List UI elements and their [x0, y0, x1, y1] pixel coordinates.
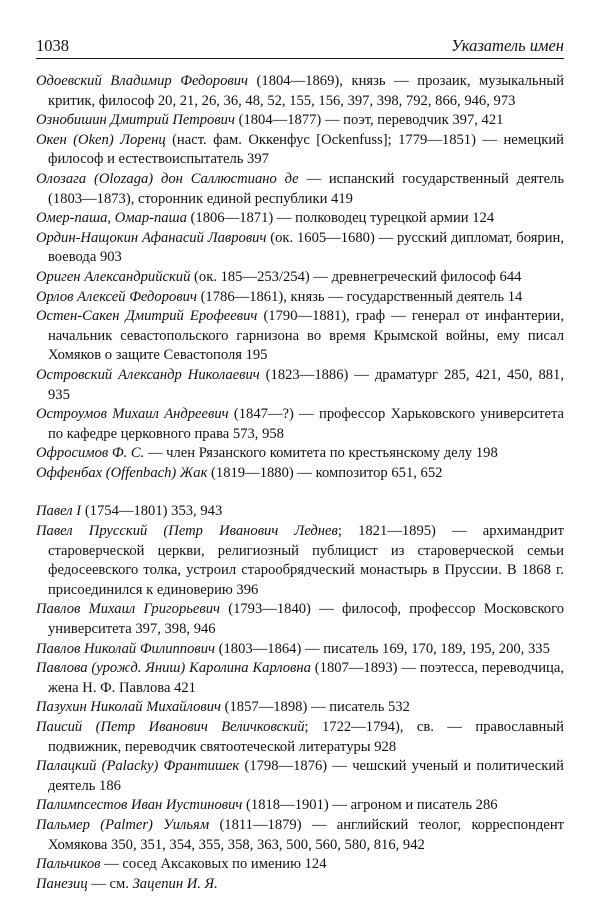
entry-name: Павлова (урожд. Яниш) Каролина Карловна	[36, 660, 311, 677]
index-entry	[36, 502, 564, 522]
entry-name: Остен-Сакен Дмитрий Ерофеевич	[36, 308, 258, 325]
entry-name: Островский Александр Николаевич	[36, 366, 260, 383]
index-entry	[36, 659, 564, 698]
index-entry	[36, 170, 564, 209]
index-entry	[36, 229, 564, 268]
entry-text: (1819—1880) — композитор 651, 652	[207, 464, 443, 481]
index-entry	[36, 72, 564, 111]
running-title: Указатель имен	[451, 36, 564, 55]
entry-text: — см.	[87, 875, 133, 892]
entry-name: Палимпсестов Иван Иустинович	[36, 797, 243, 814]
index-entry	[36, 366, 564, 405]
entry-name: Оффенбах (Offenbach) Жак	[36, 464, 208, 481]
page-number: 1038	[36, 36, 69, 55]
entry-text: (1804—1869), князь — прозаик, музыкальный критик, философ 20, 21, 26, 36, 48, 52, 155, 156, 397, 398, 792, 866, 946, 973	[48, 73, 564, 109]
entry-text: (1847—?) — профессор Харьковского университета по кафедре церковного права 573, 958	[48, 406, 564, 442]
entry-name: Ознобишин Дмитрий Петрович	[36, 112, 235, 129]
entry-text: (1806—1871) — полководец турецкой армии 124	[186, 210, 495, 227]
entry-name: Пальмер (Palmer) Уильям	[36, 816, 210, 833]
index-entry	[36, 718, 564, 757]
index-entry	[36, 268, 564, 288]
index-entry	[36, 875, 564, 895]
entry-name: Офросимов Ф. С.	[36, 445, 145, 462]
entry-name: Пазухин Николай Михайлович	[36, 699, 221, 716]
entry-text: (1857—1898) — писатель 532	[220, 699, 410, 716]
entry-text: (1803—1864) — писатель 169, 170, 189, 195, 200, 335	[215, 640, 550, 657]
header-rule	[36, 58, 564, 59]
index-entry	[36, 855, 564, 875]
index-entry	[36, 209, 564, 229]
section-gap	[36, 483, 564, 502]
index-entry	[36, 464, 564, 484]
entry-text: (1818—1901) — агроном и писатель 286	[242, 797, 498, 814]
entry-name: Павлов Николай Филиппович	[36, 640, 215, 657]
entry-name: Одоевский Владимир Федорович	[36, 73, 248, 89]
entry-text: — член Рязанского комитета по крестьянскому делу 198	[144, 445, 498, 462]
entry-name: Орлов Алексей Федорович	[36, 288, 197, 305]
index-entry	[36, 522, 564, 600]
entry-name: Паисий (Петр Иванович Величковский	[36, 719, 305, 735]
entry-cross-reference: Зацепин И. Я.	[132, 875, 218, 892]
entry-text: (1798—1876) — чешский ученый и политический деятель 186	[48, 758, 564, 794]
index-entry	[36, 600, 564, 639]
entry-text: (ок. 1605—1680) — русский дипломат, боярин, воевода 903	[48, 229, 564, 266]
entry-text: (1754—1801) 353, 943	[81, 503, 223, 520]
entry-name: Пальчиков	[36, 856, 101, 873]
index-entry	[36, 698, 564, 718]
index-entry	[36, 405, 564, 444]
entry-text: ; 1722—1794), св. — православный подвижник, переводчик святоотеческой литературы 928	[48, 719, 564, 755]
entry-text: — испанский государственный деятель (1803—1873), сторонник единой республики 419	[48, 170, 564, 207]
entry-text: (1823—1886) — драматург 285, 421, 450, 881, 935	[48, 366, 564, 403]
entry-text: (1786—1861), князь — государственный деятель 14	[196, 288, 523, 305]
entry-text: (1807—1893) — поэтесса, переводчица, жена Н. Ф. Павлова 421	[48, 660, 564, 696]
entry-text: (1804—1877) — поэт, переводчик 397, 421	[234, 112, 504, 129]
entry-name: Остроумов Михаил Андреевич	[36, 406, 229, 423]
index-entry	[36, 131, 564, 170]
index-entry	[36, 640, 564, 660]
entry-name: Ориген Александрийский	[36, 268, 191, 285]
entry-text: (1811—1879) — английский теолог, корреспондент Хомякова 350, 351, 354, 355, 358, 363, 500, 560, 580, 816, 942	[48, 816, 565, 853]
entry-text: — сосед Аксаковых по имению 124	[100, 856, 327, 873]
entry-text: ; 1821—1895) — архимандрит староверческой церкви, религиозный публицист из староверческой семьи федосеевского толка, устроил старообрядческий монастырь в Пруссии. В 1868 г. присоединился к единоверию 396	[48, 523, 564, 598]
index-entry	[36, 288, 564, 308]
entry-name: Палацкий (Palacky) Франтишек	[36, 758, 240, 775]
index-entry	[36, 757, 564, 796]
entry-text: (наст. фам. Оккенфус [Ockenfuss]; 1779—1851) — немецкий философ и естествоиспытатель 397	[48, 131, 564, 168]
index-entries	[36, 72, 564, 894]
entry-name: Ордин-Нащокин Афанасий Лаврович	[36, 229, 267, 246]
entry-text: (ок. 185—253/254) — древнегреческий философ 644	[190, 268, 522, 285]
entry-name: Панезиц	[36, 875, 88, 892]
entry-name: Олозага (Olozaga) дон Саллюстиано де	[36, 170, 299, 187]
index-entry	[36, 307, 564, 366]
entry-name: Павлов Михаил Григорьевич	[36, 601, 220, 618]
index-entry	[36, 444, 564, 464]
entry-name: Окен (Oken) Лоренц	[36, 131, 166, 148]
index-entry	[36, 816, 564, 855]
page-header	[36, 34, 564, 56]
entry-text: (1790—1881), граф — генерал от инфантерии, начальник севастопольского гарнизона во время Крымской войны, ему писал Хомяков о защите Севастополя 195	[48, 308, 565, 364]
index-entry	[36, 111, 564, 131]
entry-name: Омер-паша, Омар-паша	[36, 210, 187, 227]
entry-name: Павел Прусский (Петр Иванович Леднев	[36, 523, 338, 540]
entry-name: Павел I	[36, 503, 82, 520]
entry-text: (1793—1840) — философ, профессор Московского университета 397, 398, 946	[48, 601, 565, 638]
index-entry	[36, 796, 564, 816]
